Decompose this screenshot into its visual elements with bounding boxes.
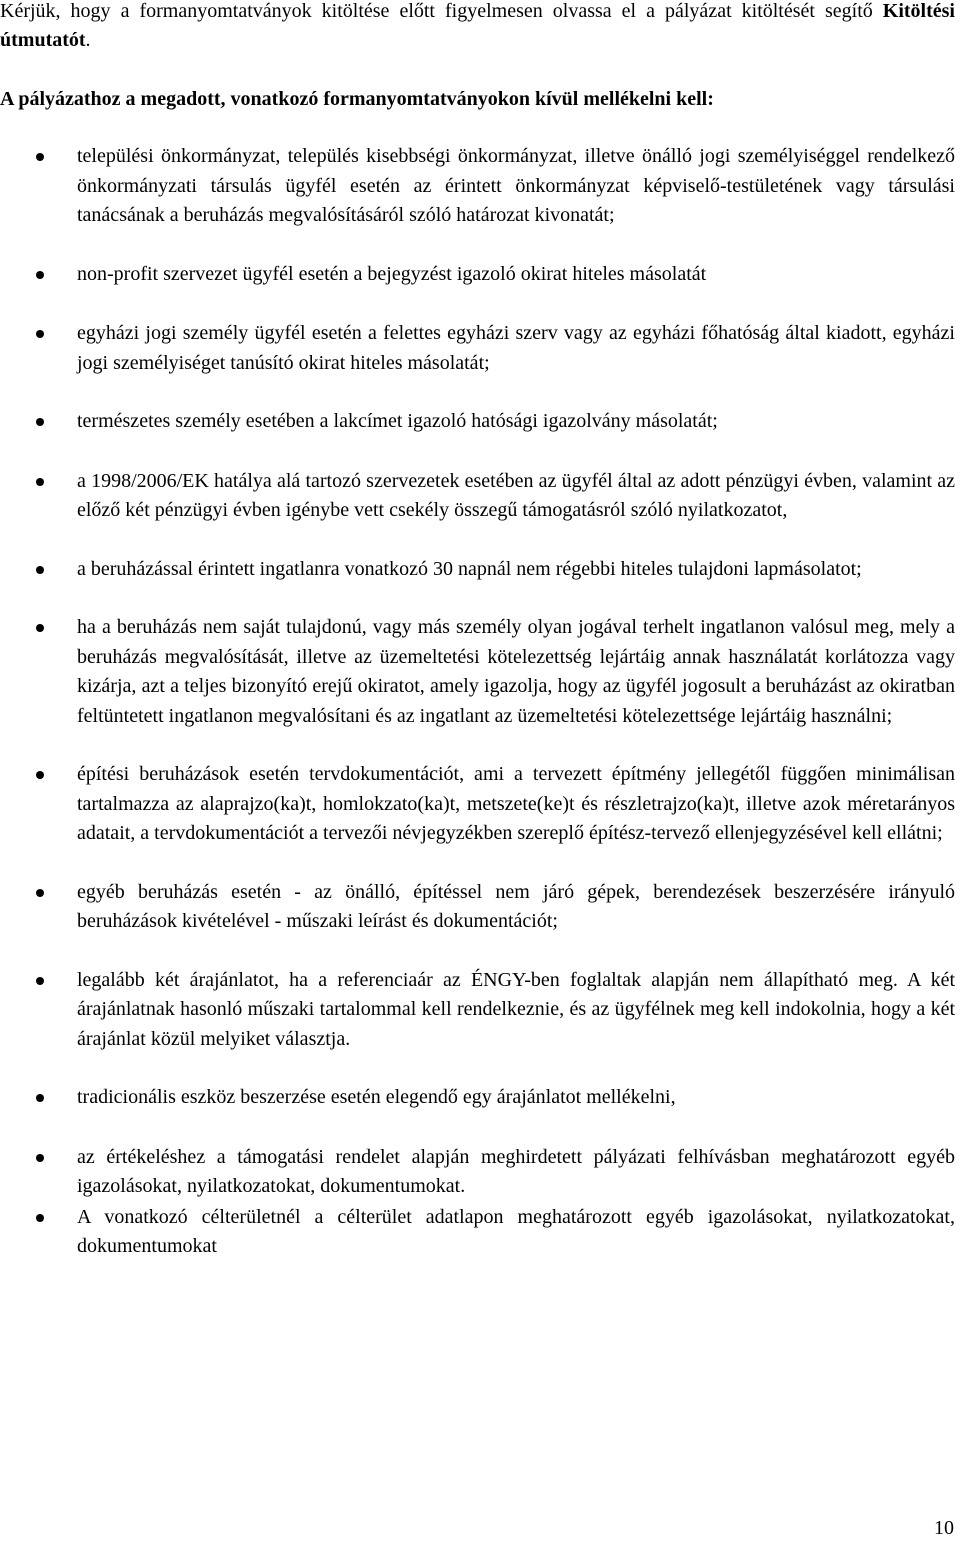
bullet-icon: [36, 1214, 44, 1222]
list-item-text: egyéb beruházás esetén - az önálló, építéssel nem járó gépek, berendezések beszerzésére irányuló beruházások kivételével - műszaki leírást és dokumentációt;: [77, 880, 955, 932]
bullet-icon: [36, 418, 44, 426]
intro-guide-reference: Kitöltési útmutatót: [0, 0, 955, 51]
bullet-icon: [36, 977, 44, 985]
bullet-icon: [36, 271, 44, 279]
list-item: [0, 966, 955, 1055]
list-item-text: az értékeléshez a támogatási rendelet alapján meghirdetett pályázati felhívásban meghatározott egyéb igazolásokat, nyilatkozatokat, dokumentumokat.: [77, 1145, 955, 1197]
bullet-icon: [36, 624, 44, 632]
list-item: [0, 760, 955, 849]
list-item: [0, 142, 955, 231]
bullet-icon: [36, 478, 44, 486]
list-item: [0, 260, 955, 290]
list-item-text: települési önkormányzat, település kisebbségi önkormányzat, illetve önálló jogi személyiséggel rendelkező önkormányzati társulás ügyfél esetén az érintett önkormányzat képviselő-testületének vagy társulási tanácsának a beruházás megvalósításáról szóló határozat kivonatát;: [77, 145, 955, 226]
bullet-icon: [36, 1154, 44, 1162]
list-item: [0, 878, 955, 937]
bullet-icon: [36, 771, 44, 779]
page-number: 10: [934, 1517, 954, 1539]
bullet-icon: [36, 889, 44, 897]
list-item: [0, 1143, 955, 1202]
intro-text: Kérjük, hogy a formanyomtatványok kitöltése előtt figyelmesen olvassa el a pályázat kitöltését segítő: [0, 0, 883, 22]
section-heading: A pályázathoz a megadott, vonatkozó formanyomtatványokon kívül mellékelni kell:: [0, 88, 714, 110]
list-item: [0, 1203, 955, 1262]
list-item-text: építési beruházások esetén tervdokumentációt, ami a tervezett építmény jellegétől függően minimálisan tartalmazza az alaprajzo(ka)t, homlokzato(ka)t, metszete(ke)t és részletrajzo(ka)t, illetve azok méretarányos adatait, a tervdokumentációt a tervezői névjegyzékben szereplő építész-tervező ellenjegyzésével kell ellátni;: [77, 763, 955, 844]
bullet-icon: [36, 153, 44, 161]
list-item: [0, 555, 955, 585]
bullet-icon: [36, 1094, 44, 1102]
list-item-text: egyházi jogi személy ügyfél esetén a felettes egyházi szerv vagy az egyházi főhatóság által kiadott, egyházi jogi személyiséget tanúsító okirat hiteles másolatát;: [77, 322, 955, 374]
list-item: [0, 613, 955, 731]
attachments-list: [0, 142, 960, 1262]
list-item-text: legalább két árajánlatot, ha a referenciaár az ÉNGY-ben foglaltak alapján nem állapítható meg. A két árajánlatnak hasonló műszaki tartalommal kell rendelkeznie, és az ügyfélnek meg kell indokolnia, hogy a két árajánlat közül melyiket választja.: [77, 968, 955, 1050]
intro-end: .: [85, 29, 91, 51]
intro-paragraph: [0, 0, 955, 55]
list-item-text: non-profit szervezet ügyfél esetén a bejegyzést igazoló okirat hiteles másolatát: [77, 262, 707, 285]
list-item: [0, 1083, 955, 1113]
list-item: [0, 467, 955, 526]
list-item-text: a beruházással érintett ingatlanra vonatkozó 30 napnál nem régebbi hiteles tulajdoni lapmásolatot;: [77, 557, 862, 580]
list-item-text: a 1998/2006/EK hatálya alá tartozó szervezetek esetében az ügyfél által az adott pénzügyi évben, valamint az előző két pénzügyi évben igénybe vett csekély összegű támogatásról szóló nyilatkozatot,: [77, 469, 955, 521]
list-item-text: A vonatkozó célterületnél a célterület adatlapon meghatározott egyéb igazolásokat, nyilatkozatokat, dokumentumokat: [77, 1205, 955, 1257]
bullet-icon: [36, 566, 44, 574]
list-item: [0, 407, 955, 437]
list-item-text: tradicionális eszköz beszerzése esetén elegendő egy árajánlatot mellékelni,: [77, 1086, 676, 1108]
bullet-icon: [36, 330, 44, 338]
list-item-text: természetes személy esetében a lakcímet igazoló hatósági igazolvány másolatát;: [77, 410, 718, 432]
list-item: [0, 319, 955, 378]
list-item-text: ha a beruházás nem saját tulajdonú, vagy más személy olyan jogával terhelt ingatlanon valósul meg, mely a beruházás megvalósítását, illetve az üzemeltetési kötelezettség lejártáig annak használatát korlátozza vagy kizárja, azt a teljes bizonyító erejű okiratot, amely igazolja, hogy az ügyfél jogosult a beruházást az okiratban feltüntetett ingatlanon megvalósítani és az ingatlant az üzemeltetési kötelezettsége lejártáig használni;: [77, 616, 955, 727]
